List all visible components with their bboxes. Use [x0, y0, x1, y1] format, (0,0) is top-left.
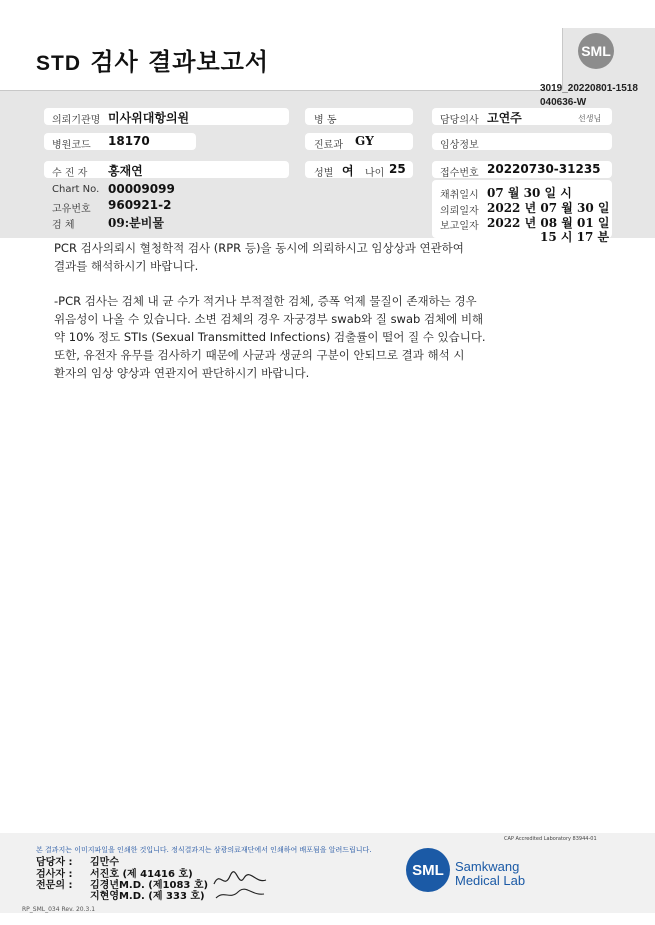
note-line: 위음성이 나올 수 있습니다. 소변 검체의 경우 자궁경부 swab와 질 swab 검체에 비해 — [54, 312, 484, 326]
signature-icon — [210, 866, 270, 902]
clinical-label: 임상정보 — [440, 140, 479, 151]
title-std: STD — [36, 52, 81, 75]
chart-value: 00009099 — [108, 182, 175, 196]
request-value: 2022 년 07 월 30 일 — [487, 201, 610, 215]
hospital-code-label: 병원코드 — [52, 140, 91, 151]
collect-label: 채취일시 — [440, 190, 479, 201]
doctor-suffix: 선생님 — [578, 114, 602, 123]
examiner-value: 서진호 (제 41416 호) — [90, 869, 193, 880]
page-title — [36, 42, 269, 77]
sml-logo-icon: SML — [578, 33, 614, 69]
note-line: 결과를 해석하시기 바랍니다. — [54, 259, 199, 273]
report-time: 15 시 17 분 — [540, 230, 610, 244]
patient-label: 수 진 자 — [52, 168, 88, 179]
doctor-value: 고연주 — [487, 111, 522, 125]
dept-label: 진료과 — [314, 140, 343, 151]
receipt-label: 접수번호 — [440, 168, 479, 179]
accreditation-text: CAP Accredited Laboratory 83944-01 — [504, 836, 597, 842]
officer-label: 담당자 : — [36, 857, 73, 868]
report-label: 보고일자 — [440, 221, 479, 232]
hospital-code-value: 18170 — [108, 134, 150, 148]
title-text: 검사 결과보고서 — [90, 48, 270, 76]
sex-value: 여 — [342, 164, 354, 178]
sex-label: 성별 — [314, 168, 334, 179]
brand-line-2: Medical Lab — [455, 873, 526, 888]
institution-label: 의뢰기관명 — [52, 115, 101, 126]
note-line: 또한, 유전자 유무를 검사하기 때문에 사균과 생균의 구분이 안되므로 결과 해석 시 — [54, 348, 465, 362]
doc-no-line1: 3019_20220801-1518 — [540, 83, 638, 94]
document-number — [540, 82, 638, 110]
brand-line-1: Samkwang — [455, 859, 520, 874]
unique-label: 고유번호 — [52, 204, 91, 215]
brand-name — [455, 860, 525, 888]
officer-value: 김만수 — [90, 857, 119, 868]
doc-no-line2: 040636-W — [540, 97, 587, 108]
specimen-label: 검 체 — [52, 220, 75, 231]
note-line: -PCR 검사는 검체 내 균 수가 적거나 부적절한 검체, 증폭 억제 물질이 존재하는 경우 — [54, 294, 477, 308]
ward-label: 병 동 — [314, 115, 337, 126]
specimen-value: 09:분비물 — [108, 216, 164, 230]
collect-value: 07 월 30 일 시 — [487, 186, 572, 200]
doctor-label: 담당의사 — [440, 115, 479, 126]
age-label: 나이 — [365, 168, 385, 179]
form-number: RP_SML_034 Rev. 20.3.1 — [22, 906, 96, 913]
unique-value: 960921-2 — [108, 198, 172, 212]
samkwang-logo-icon: SML — [406, 848, 450, 892]
specialist-label: 전문의 : — [36, 880, 73, 891]
specialist-1: 김경년M.D. (제1083 호) — [90, 880, 209, 891]
request-label: 의뢰일자 — [440, 206, 479, 217]
print-notice: 본 결과지는 이미지파일을 인쇄한 것입니다. 정식결과지는 삼광의료재단에서 인쇄하여 배포됨을 알려드립니다. — [36, 846, 372, 854]
dept-value: GY — [355, 134, 374, 148]
note-paragraph-1 — [54, 239, 464, 275]
patient-value: 홍재연 — [108, 164, 143, 178]
report-value: 2022 년 08 월 01 일 — [487, 216, 610, 230]
note-paragraph-2 — [54, 292, 486, 382]
examiner-label: 검사자 : — [36, 869, 73, 880]
age-value: 25 — [389, 162, 406, 176]
note-line: PCR 검사의뢰시 혈청학적 검사 (RPR 등)을 동시에 의뢰하시고 임상상과 연관하여 — [54, 241, 464, 255]
receipt-value: 20220730-31235 — [487, 162, 601, 176]
note-line: 약 10% 정도 STIs (Sexual Transmitted Infections) 검출률이 떨어 질 수 있습니다. — [54, 330, 486, 344]
note-line: 환자의 임상 양상과 연관지어 판단하시기 바랍니다. — [54, 366, 310, 380]
specialist-2: 지현영M.D. (제 333 호) — [90, 891, 205, 902]
institution-value: 미사위대항의원 — [108, 111, 190, 125]
chart-label: Chart No. — [52, 184, 100, 195]
